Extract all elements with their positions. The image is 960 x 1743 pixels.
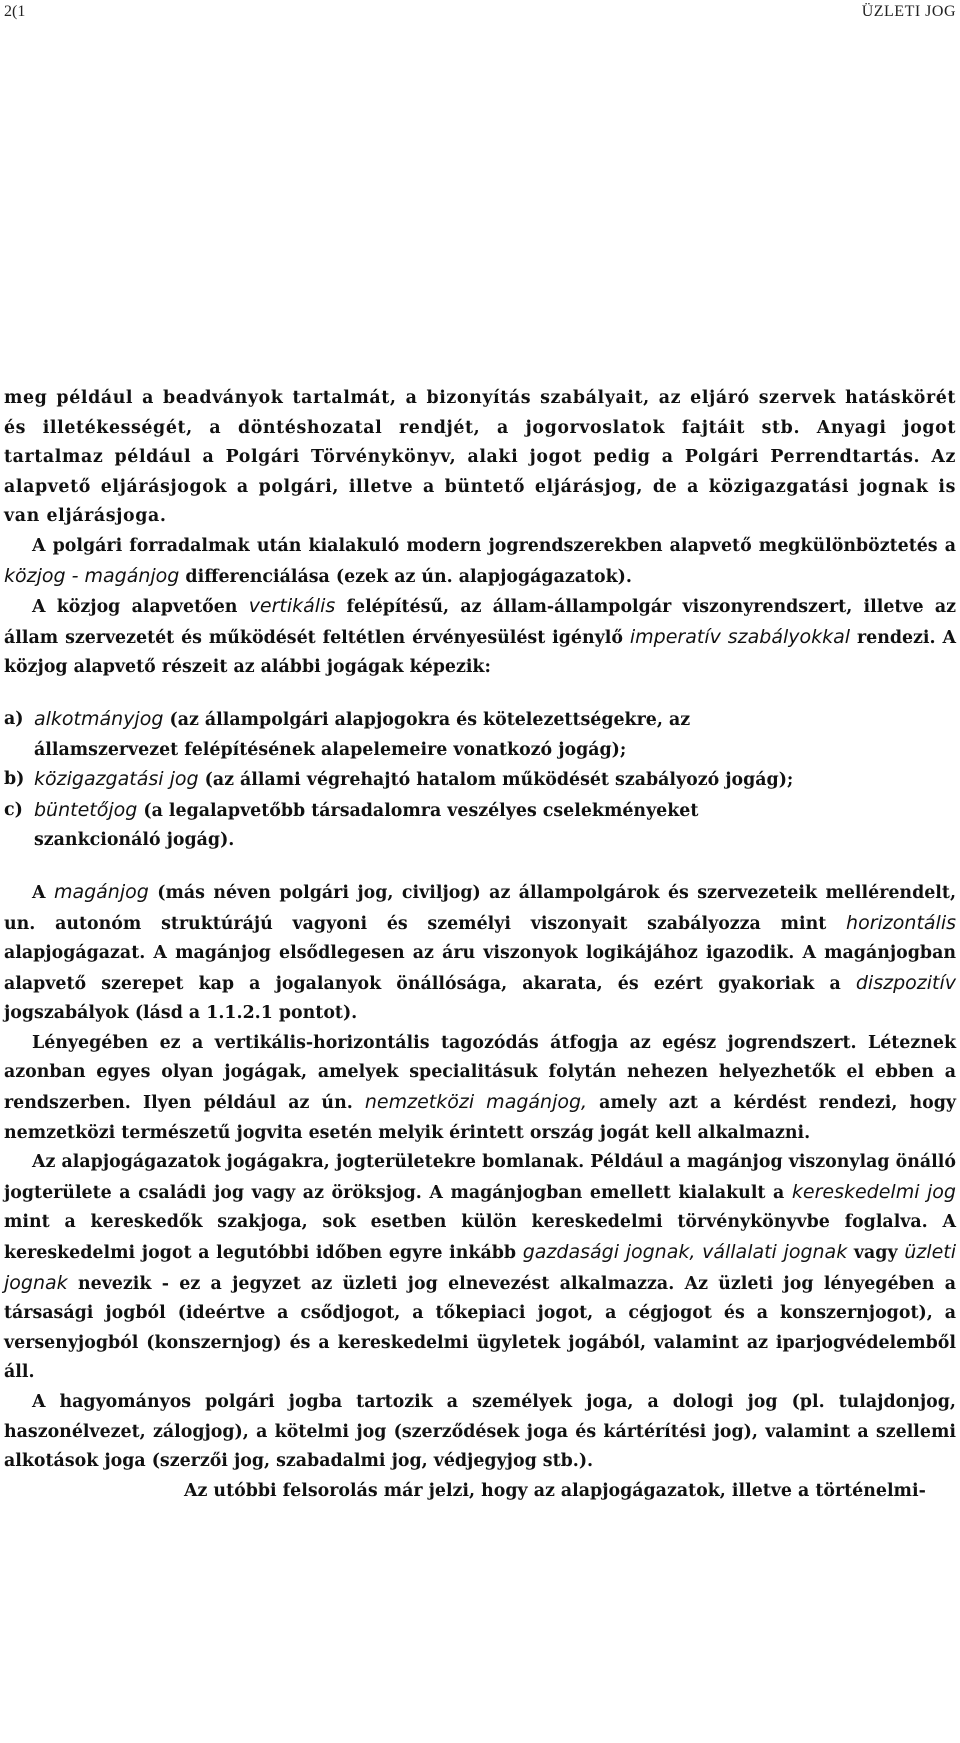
paragraph-traditional-civil-law: A hagyományos polgári jogba tartozik a személyek joga, a dologi jog (pl. tulajdonjog, haszonélvezet, zálogjog), a kötelmi jog (szerződések joga és kártérítési jog), valamint a szellemi alkotások joga (szerzői jog, szabadalmi jog, védjegyjog stb.). [4, 1392, 956, 1472]
term-kozigazgatasi-jog: közigazgatási jog [34, 768, 199, 791]
term-nemzetkozi-maganjog: nemzetközi magánjog, [364, 1091, 588, 1114]
paragraph-vertical-horizontal: Lényegében ez a vertikális-horizontális tagozódás átfogja az egész jogrendszert. Léteznek azonban egyes olyan jogágak, amelyek specialitásuk folytán nehezen helyezhetők el ebben a rendszerben. Ilyen például az ún. nemzetközi magánjog, amely azt a kérdést rendezi, hogy nemzetközi természetű jogvita esetén melyik érintett ország jogát kell alkalmazni. [4, 1032, 957, 1143]
document-body [4, 384, 956, 1506]
term-diszpozitiv: diszpozitív [855, 971, 956, 994]
list-item-label: a) [4, 708, 24, 729]
term-maganjog: magánjog [53, 880, 149, 903]
paragraph-public-law: A közjog alapvetően vertikális felépítésű, az állam-állampolgár viszonyrendszert, illetve az állam szervezetét és működését feltétlen érvényesülést igénylő imperatív szabályokkal rendezi. A közjog alapvető részeit az alábbi jogágak képezik: [4, 595, 957, 678]
term-uzleti-jog: üzleti jognak [4, 1241, 956, 1294]
term-horizontalis: horizontális [846, 911, 956, 934]
paragraph-branches: Az alapjogágazatok jogágakra, jogterületekre bomlanak. Például a magánjog viszonylag önálló jogterülete a családi jog vagy az öröksjog. A magánjogban emellett kialakult a kereskedelmi jog mint a kereskedők szakjoga, sok esetben külön kereskedelmi törvénykönyvbe foglalva. A kereskedelmi jogot a legutóbbi időben egyre inkább gazdasági jognak, vállalati jognak vagy üzleti jognak nevezik - ez a jegyzet az üzleti jog elnevezést alkalmazza. Az üzleti jog lényegében a társasági jogból (ideértve a csődjogot, a tőkepiaci jogot, a cégjogot és a konszernjogot), a versenyjogból (konszernjog) és a kereskedelmi ügyletek jogából, valamint az iparjogvédelemből áll. [4, 1152, 956, 1383]
term-vertikalis: vertikális [248, 595, 336, 618]
paragraph-procedural-law: meg például a beadványok tartalmát, a bizonyítás szabályait, az eljáró szervek hatáskörét és illetékességét, a döntéshozatal rendjét, a jogorvoslatok fajtáit stb. Anyagi jogot tartalmaz például a Polgári Törvénykönyv, alaki jogot pedig a Polgári Perrendtartás. Az alapvető eljárásjogok a polgári, illetve a büntető eljárásjog, de a közigazgatási jognak is van eljárásjoga. [4, 388, 956, 527]
spacer [4, 856, 956, 878]
list-item: c) büntetőjog (a legalapvetőbb társadalomra veszélyes cselekményeket szankcionáló jogág). [4, 796, 956, 856]
paragraph-private-law: A magánjog (más néven polgári jog, civiljog) az állampolgárok és szervezeteik mellérendelt, un. autonóm struktúrájú vagyoni és személyi viszonyait szabályozza mint horizontális alapjogágazat. A magánjog elsődlegesen az áru viszonyok logikájához igazodik. A magánjogban alapvető szerepet kap a jogalanyok önállósága, akarata, és ezért gyakoriak a diszpozitív jogszabályok (lásd a 1.1.2.1 pontot). [4, 880, 956, 1024]
paragraph-final-line: Az utóbbi felsorolás már jelzi, hogy az alapjogágazatok, illetve a történelmi- [184, 1480, 926, 1501]
list-item: a) alkotmányjog (az állampolgári alapjogokra és kötelezettségekre, az államszervezet felépítésének alapelemeire vonatkozó jogág); [4, 705, 956, 765]
spacer [4, 683, 956, 705]
term-buntetojog: büntetőjog [34, 798, 138, 821]
term-imperativ-szabalyokkal: imperatív szabályokkal [629, 625, 851, 648]
list-item-label: b) [4, 769, 25, 790]
list-item: b) közigazgatási jog (az állami végrehajtó hatalom működését szabályozó jogág); [4, 765, 956, 796]
term-gazdasagi-jog: gazdasági jognak, vállalati jognak [522, 1241, 848, 1264]
term-kereskedelmi-jog: kereskedelmi jog [791, 1180, 956, 1203]
term-kozjog-maganjog: közjog - magánjog [4, 564, 180, 587]
page-number: 2(1 [4, 3, 26, 20]
term-alkotmanyjog: alkotmányjog [34, 707, 164, 730]
running-title: ÜZLETI JOG [861, 3, 956, 20]
public-law-branches-list [4, 705, 956, 856]
list-item-label: c) [4, 799, 23, 820]
page-header [0, 0, 960, 28]
paragraph-public-private-distinction: A polgári forradalmak után kialakuló modern jogrendszerekben alapvető megkülönböztetés a közjog - magánjog differenciálása (ezek az ún. alapjogágazatok). [4, 535, 956, 587]
